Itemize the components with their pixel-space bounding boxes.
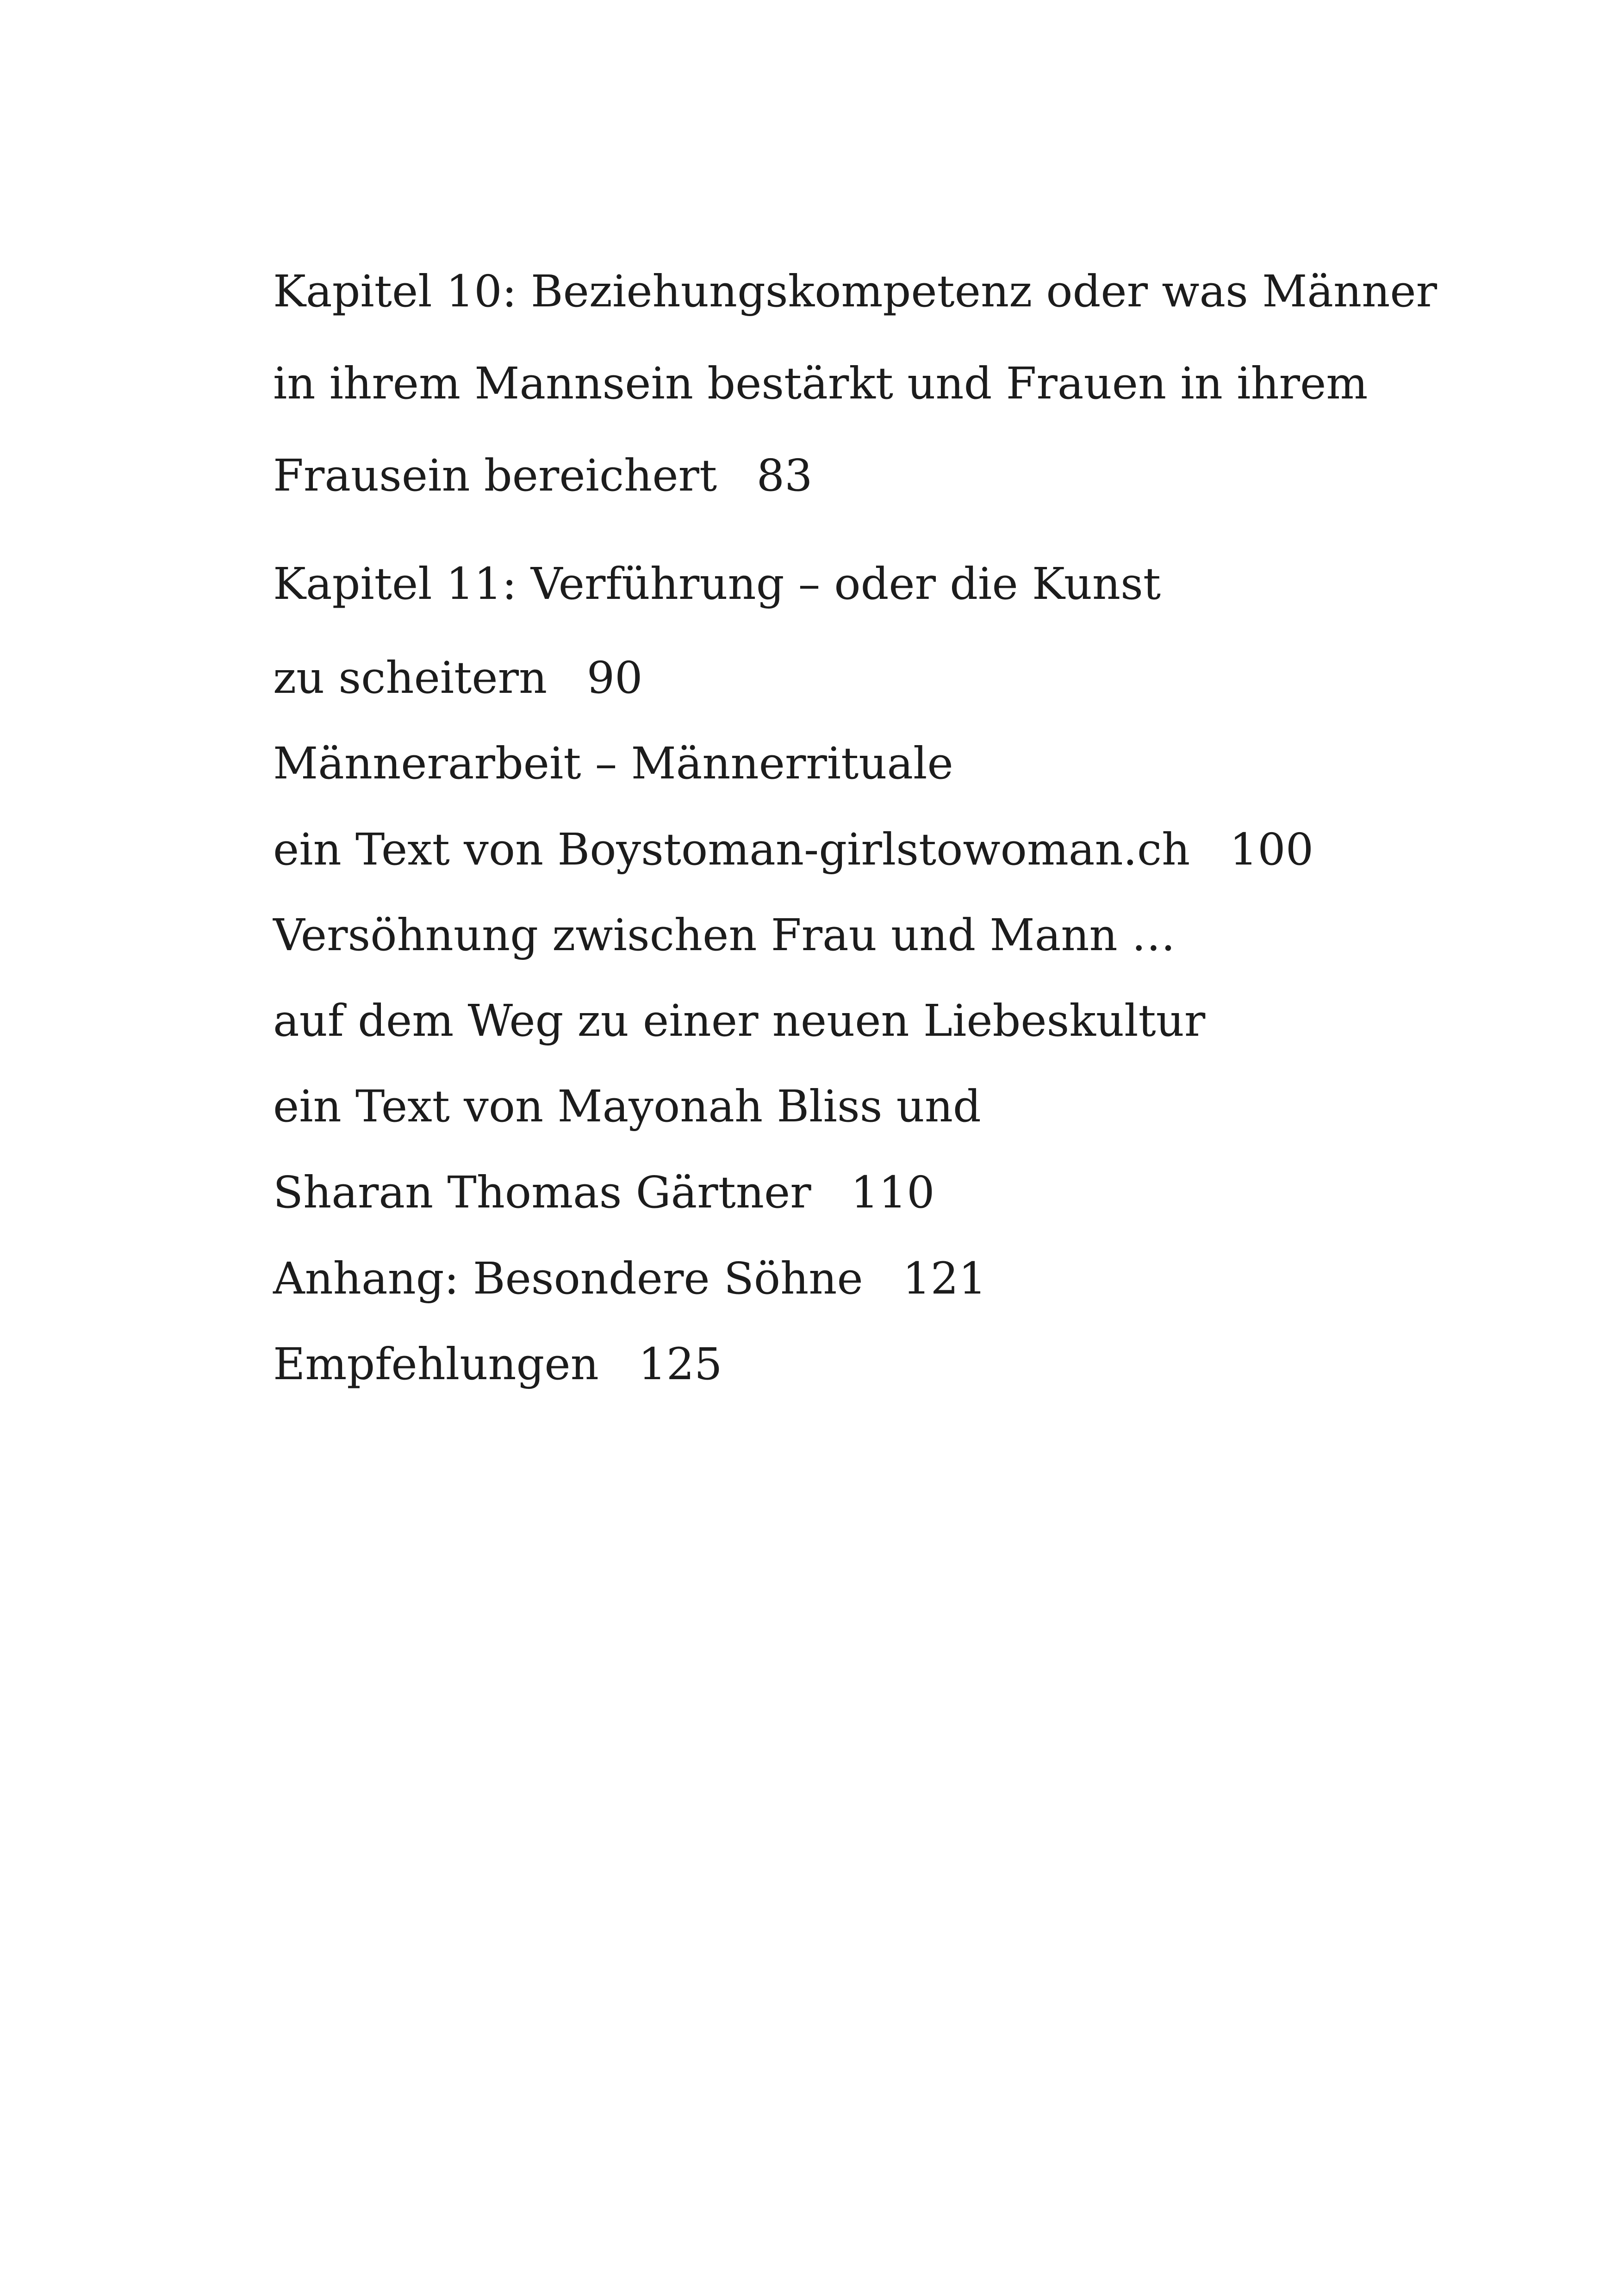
toc-entry-line (273, 264, 1437, 319)
toc-page-number: 125 (638, 1339, 722, 1390)
toc-entry-text: Sharan Thomas Gärtner (273, 1167, 811, 1218)
toc-entry-text: Frausein bereichert (273, 450, 717, 501)
toc-page-number: 83 (756, 450, 813, 501)
toc-entry-text: Versöhnung zwischen Frau und Mann … (273, 910, 1176, 961)
toc-entry-line (273, 1165, 935, 1220)
toc-page-number: 90 (586, 653, 643, 703)
toc-entry-line (273, 993, 1205, 1049)
toc-entry-text: ein Text von Boystoman-girlstowoman.ch (273, 824, 1190, 875)
toc-entry-text: ein Text von Mayonah Bliss und (273, 1081, 981, 1132)
toc-entry-text: Kapitel 11: Verführung – oder die Kunst (273, 559, 1161, 610)
toc-page-number: 121 (902, 1253, 987, 1304)
toc-entry-line (273, 556, 1161, 612)
toc-entry-line (273, 736, 953, 791)
toc-entry-text: Empfehlungen (273, 1339, 599, 1390)
toc-entry-line (273, 1079, 981, 1134)
toc-entry-line (273, 356, 1368, 411)
toc-page-number: 100 (1229, 824, 1314, 875)
toc-entry-text: zu scheitern (273, 653, 548, 703)
toc-entry-text: in ihrem Mannsein bestärkt und Frauen in ihrem (273, 358, 1368, 409)
toc-entry-line (273, 1251, 987, 1307)
toc-entry-line (273, 908, 1176, 963)
toc-entry-line (273, 650, 643, 706)
toc-entry-line (273, 448, 813, 504)
toc-entry-line (273, 1337, 722, 1392)
toc-entry-text: Kapitel 10: Beziehungskompetenz oder was Männer (273, 266, 1438, 317)
toc-page-number: 110 (851, 1167, 935, 1218)
toc-entry-line (273, 822, 1313, 877)
toc-entry-text: Männerarbeit – Männerrituale (273, 738, 953, 789)
toc-entry-text: auf dem Weg zu einer neuen Liebeskultur (273, 996, 1206, 1046)
toc-entry-text: Anhang: Besondere Söhne (273, 1253, 863, 1304)
